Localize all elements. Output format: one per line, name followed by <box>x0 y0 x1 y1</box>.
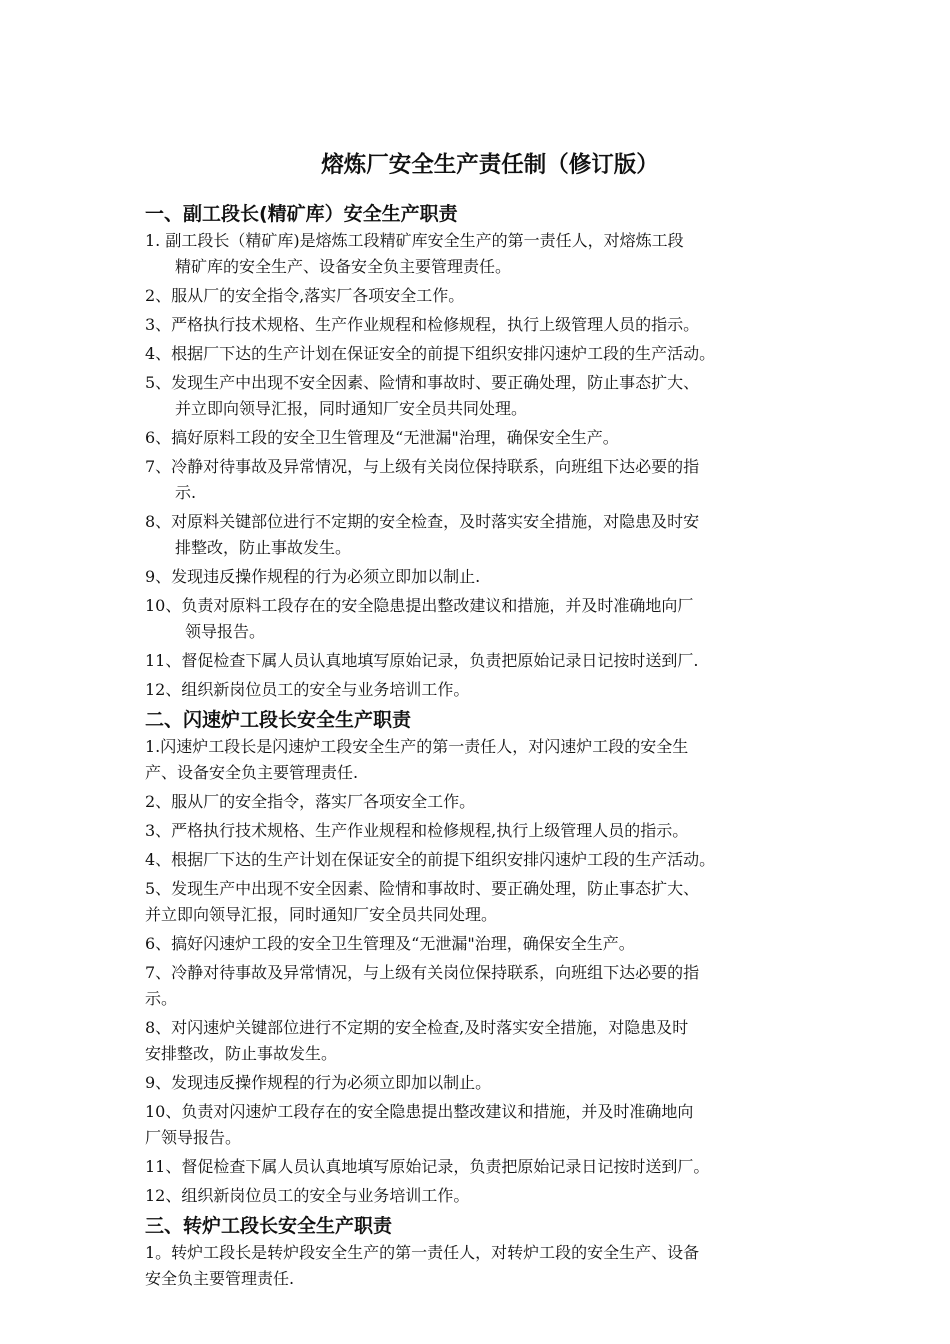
duty-item: 1. 副工段长（精矿库)是熔炼工段精矿库安全生产的第一责任人，对熔炼工段 精矿库的安全生产、设备安全负主要管理责任。 <box>145 231 684 277</box>
duty-item: 8、对原料关键部位进行不定期的安全检查，及时落实安全措施，对隐患及时安 排整改，防止事故发生。 <box>145 512 700 558</box>
duty-item: 3、严格执行技术规格、生产作业规程和检修规程，执行上级管理人员的指示。 <box>145 315 700 335</box>
duty-list <box>145 1240 825 1292</box>
duty-item: 4、根据厂下达的生产计划在保证安全的前提下组织安排闪速炉工段的生产活动。 <box>145 344 716 364</box>
duty-item: 2、服从厂的安全指令，落实厂各项安全工作。 <box>145 792 476 812</box>
duty-item: 2、服从厂的安全指令,落实厂各项安全工作。 <box>145 286 465 306</box>
duty-item: 10、负责对原料工段存在的安全隐患提出整改建议和措施，并及时准确地向厂 领导报告。 <box>145 596 694 642</box>
duty-item: 9、发现违反操作规程的行为必须立即加以制止。 <box>145 1073 492 1093</box>
duty-item: 7、冷静对待事故及异常情况，与上级有关岗位保持联系，向班组下达必要的指 示. <box>145 457 700 503</box>
section-flash-furnace-chief <box>145 706 825 1209</box>
duty-item: 6、搞好闪速炉工段的安全卫生管理及“无泄漏"治理，确保安全生产。 <box>145 934 635 954</box>
duty-item: 11、督促检查下属人员认真地填写原始记录，负责把原始记录日记按时送到厂。 <box>145 1157 710 1177</box>
section-heading: 一、副工段长(精矿库）安全生产职责 <box>145 203 458 226</box>
duty-item: 5、发现生产中出现不安全因素、险情和事故时、要正确处理，防止事态扩大、 并立即向领导汇报，同时通知厂安全员共同处理。 <box>145 373 700 419</box>
duty-item: 12、组织新岗位员工的安全与业务培训工作。 <box>145 680 470 700</box>
page-title: 熔炼厂安全生产责任制（修订版） <box>321 152 659 179</box>
duty-item: 5、发现生产中出现不安全因素、险情和事故时、要正确处理，防止事态扩大、 并立即向领导汇报，同时通知厂安全员共同处理。 <box>145 879 700 925</box>
document-body <box>145 130 825 1295</box>
section-heading: 三、转炉工段长安全生产职责 <box>145 1215 393 1238</box>
duty-item: 1。转炉工段长是转炉段安全生产的第一责任人，对转炉工段的安全生产、设备 安全负主要管理责任. <box>145 1243 700 1289</box>
duty-item: 7、冷静对待事故及异常情况，与上级有关岗位保持联系，向班组下达必要的指 示。 <box>145 963 700 1009</box>
duty-item: 11、督促检查下属人员认真地填写原始记录，负责把原始记录日记按时送到厂. <box>145 651 699 671</box>
duty-item: 4、根据厂下达的生产计划在保证安全的前提下组织安排闪速炉工段的生产活动。 <box>145 850 716 870</box>
duty-item: 3、严格执行技术规格、生产作业规程和检修规程,执行上级管理人员的指示。 <box>145 821 689 841</box>
section-deputy-section-chief <box>145 200 825 703</box>
duty-list <box>145 228 825 703</box>
duty-list <box>145 734 825 1209</box>
duty-item: 1.闪速炉工段长是闪速炉工段安全生产的第一责任人，对闪速炉工段的安全生 产、设备安全负主要管理责任. <box>145 737 689 783</box>
duty-item: 6、搞好原料工段的安全卫生管理及“无泄漏"治理，确保安全生产。 <box>145 428 619 448</box>
section-heading: 二、闪速炉工段长安全生产职责 <box>145 709 412 732</box>
section-converter-chief <box>145 1212 825 1292</box>
duty-item: 8、对闪速炉关键部位进行不定期的安全检查,及时落实安全措施，对隐患及时 安排整改，防止事故发生。 <box>145 1018 689 1064</box>
duty-item: 12、组织新岗位员工的安全与业务培训工作。 <box>145 1186 470 1206</box>
duty-item: 9、发现违反操作规程的行为必须立即加以制止. <box>145 567 481 587</box>
duty-item: 10、负责对闪速炉工段存在的安全隐患提出整改建议和措施，并及时准确地向 厂领导报告。 <box>145 1102 694 1148</box>
